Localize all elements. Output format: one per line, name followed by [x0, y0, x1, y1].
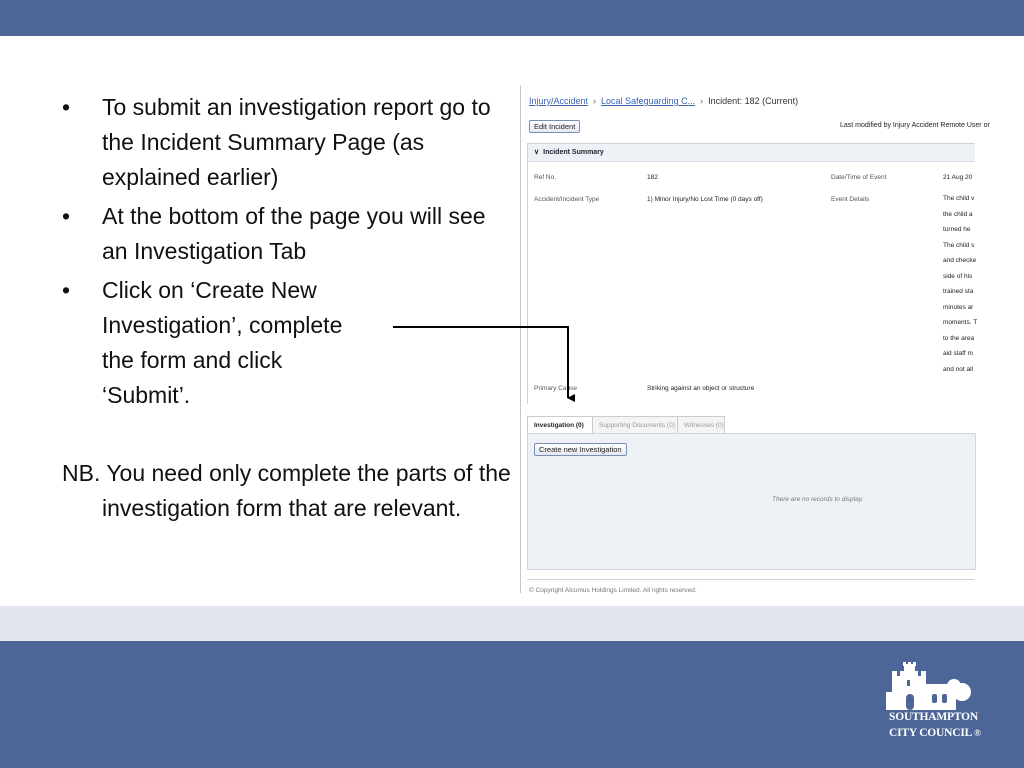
top-header-band — [0, 0, 1024, 36]
bullet-icon: • — [62, 94, 71, 120]
event-details-value — [943, 191, 977, 377]
instruction-text: To submit an investigation report go to the Incident Summary Page (as explained earlier) — [102, 94, 491, 190]
event-details-line: moments. T — [943, 319, 978, 326]
ref-no-label: Ref No. — [534, 174, 557, 181]
primary-cause-value: Striking against an object or structure — [647, 385, 755, 392]
castle-icon — [884, 662, 984, 712]
breadcrumb-current: Incident: 182 (Current) — [708, 96, 799, 106]
incident-summary-title: Incident Summary — [543, 149, 604, 156]
datetime-label: Date/Time of Event — [831, 174, 887, 181]
instruction-item — [62, 273, 492, 413]
logo-text-southampton: SOUTHAMPTON — [889, 711, 978, 723]
incident-summary-panel — [527, 143, 978, 404]
registered-mark-icon: ® — [974, 728, 981, 738]
chevron-down-icon: ∨ — [534, 149, 540, 156]
incident-summary-header[interactable] — [528, 144, 975, 162]
event-details-line: minutes ar — [943, 303, 974, 311]
embedded-screenshot — [520, 85, 990, 594]
event-details-line: The child s — [943, 241, 975, 249]
footer-band — [0, 641, 1024, 768]
event-details-line: and checke — [943, 257, 977, 264]
event-details-label: Event Details — [831, 196, 870, 203]
event-details-line: and not all — [943, 365, 973, 373]
no-records-message: There are no records to display. — [772, 496, 864, 503]
copyright-text: © Copyright Alcumus Holdings Limited. All rights reserved. — [529, 587, 697, 594]
instruction-item — [62, 90, 492, 195]
primary-cause-label: Primary Cause — [534, 385, 577, 392]
edit-incident-button[interactable]: Edit Incident — [529, 120, 580, 133]
screenshot-border — [520, 85, 521, 593]
event-details-line: The child v — [943, 195, 975, 202]
incident-type-value: 1) Minor Injury/No Lost Time (0 days off) — [647, 196, 763, 203]
footer-light-band — [0, 606, 1024, 641]
bullet-icon: • — [62, 203, 71, 229]
event-details-line: to the area — [943, 334, 975, 342]
breadcrumb-link-injury-accident[interactable]: Injury/Accident — [529, 96, 589, 106]
breadcrumb-link-local-safeguarding[interactable]: Local Safeguarding C... — [601, 96, 696, 106]
tab-investigation[interactable]: Investigation (0) — [527, 416, 593, 434]
note-text: NB. You need only complete the parts of the investigation form that are relevant. — [62, 460, 511, 521]
last-modified-text: Last modified by Injury Accident Remote User or — [840, 122, 990, 129]
datetime-value: 21 Aug 20 — [943, 174, 973, 181]
incident-type-label: Accident/Incident Type — [534, 196, 600, 203]
instruction-text: Click on ‘Create New Investigation’, complete the form and click ‘Submit’. — [102, 277, 343, 408]
footer-divider — [527, 579, 974, 580]
instruction-list — [62, 90, 492, 413]
event-details-line: side of his — [943, 272, 973, 280]
create-new-investigation-button[interactable]: Create new Investigation — [534, 443, 627, 456]
event-details-line: trained sta — [943, 288, 974, 295]
instruction-item — [62, 199, 492, 269]
tab-witnesses[interactable]: Witnesses (0) — [677, 416, 725, 434]
tab-supporting-documents[interactable]: Supporting Documents (0) — [592, 416, 678, 434]
logo-text-city-council-label: CITY COUNCIL — [889, 727, 973, 739]
event-details-line: the child a — [943, 210, 973, 218]
event-details-line: turned he — [943, 226, 971, 233]
event-details-line: aid staff m — [943, 350, 973, 357]
chevron-right-icon: › — [700, 96, 704, 106]
logo-text-city-council — [889, 727, 981, 739]
chevron-right-icon: › — [593, 96, 597, 106]
bullet-icon: • — [62, 277, 71, 303]
breadcrumb — [529, 96, 798, 106]
ref-no-value: 182 — [647, 174, 658, 181]
instruction-text: At the bottom of the page you will see an Investigation Tab — [102, 203, 486, 264]
